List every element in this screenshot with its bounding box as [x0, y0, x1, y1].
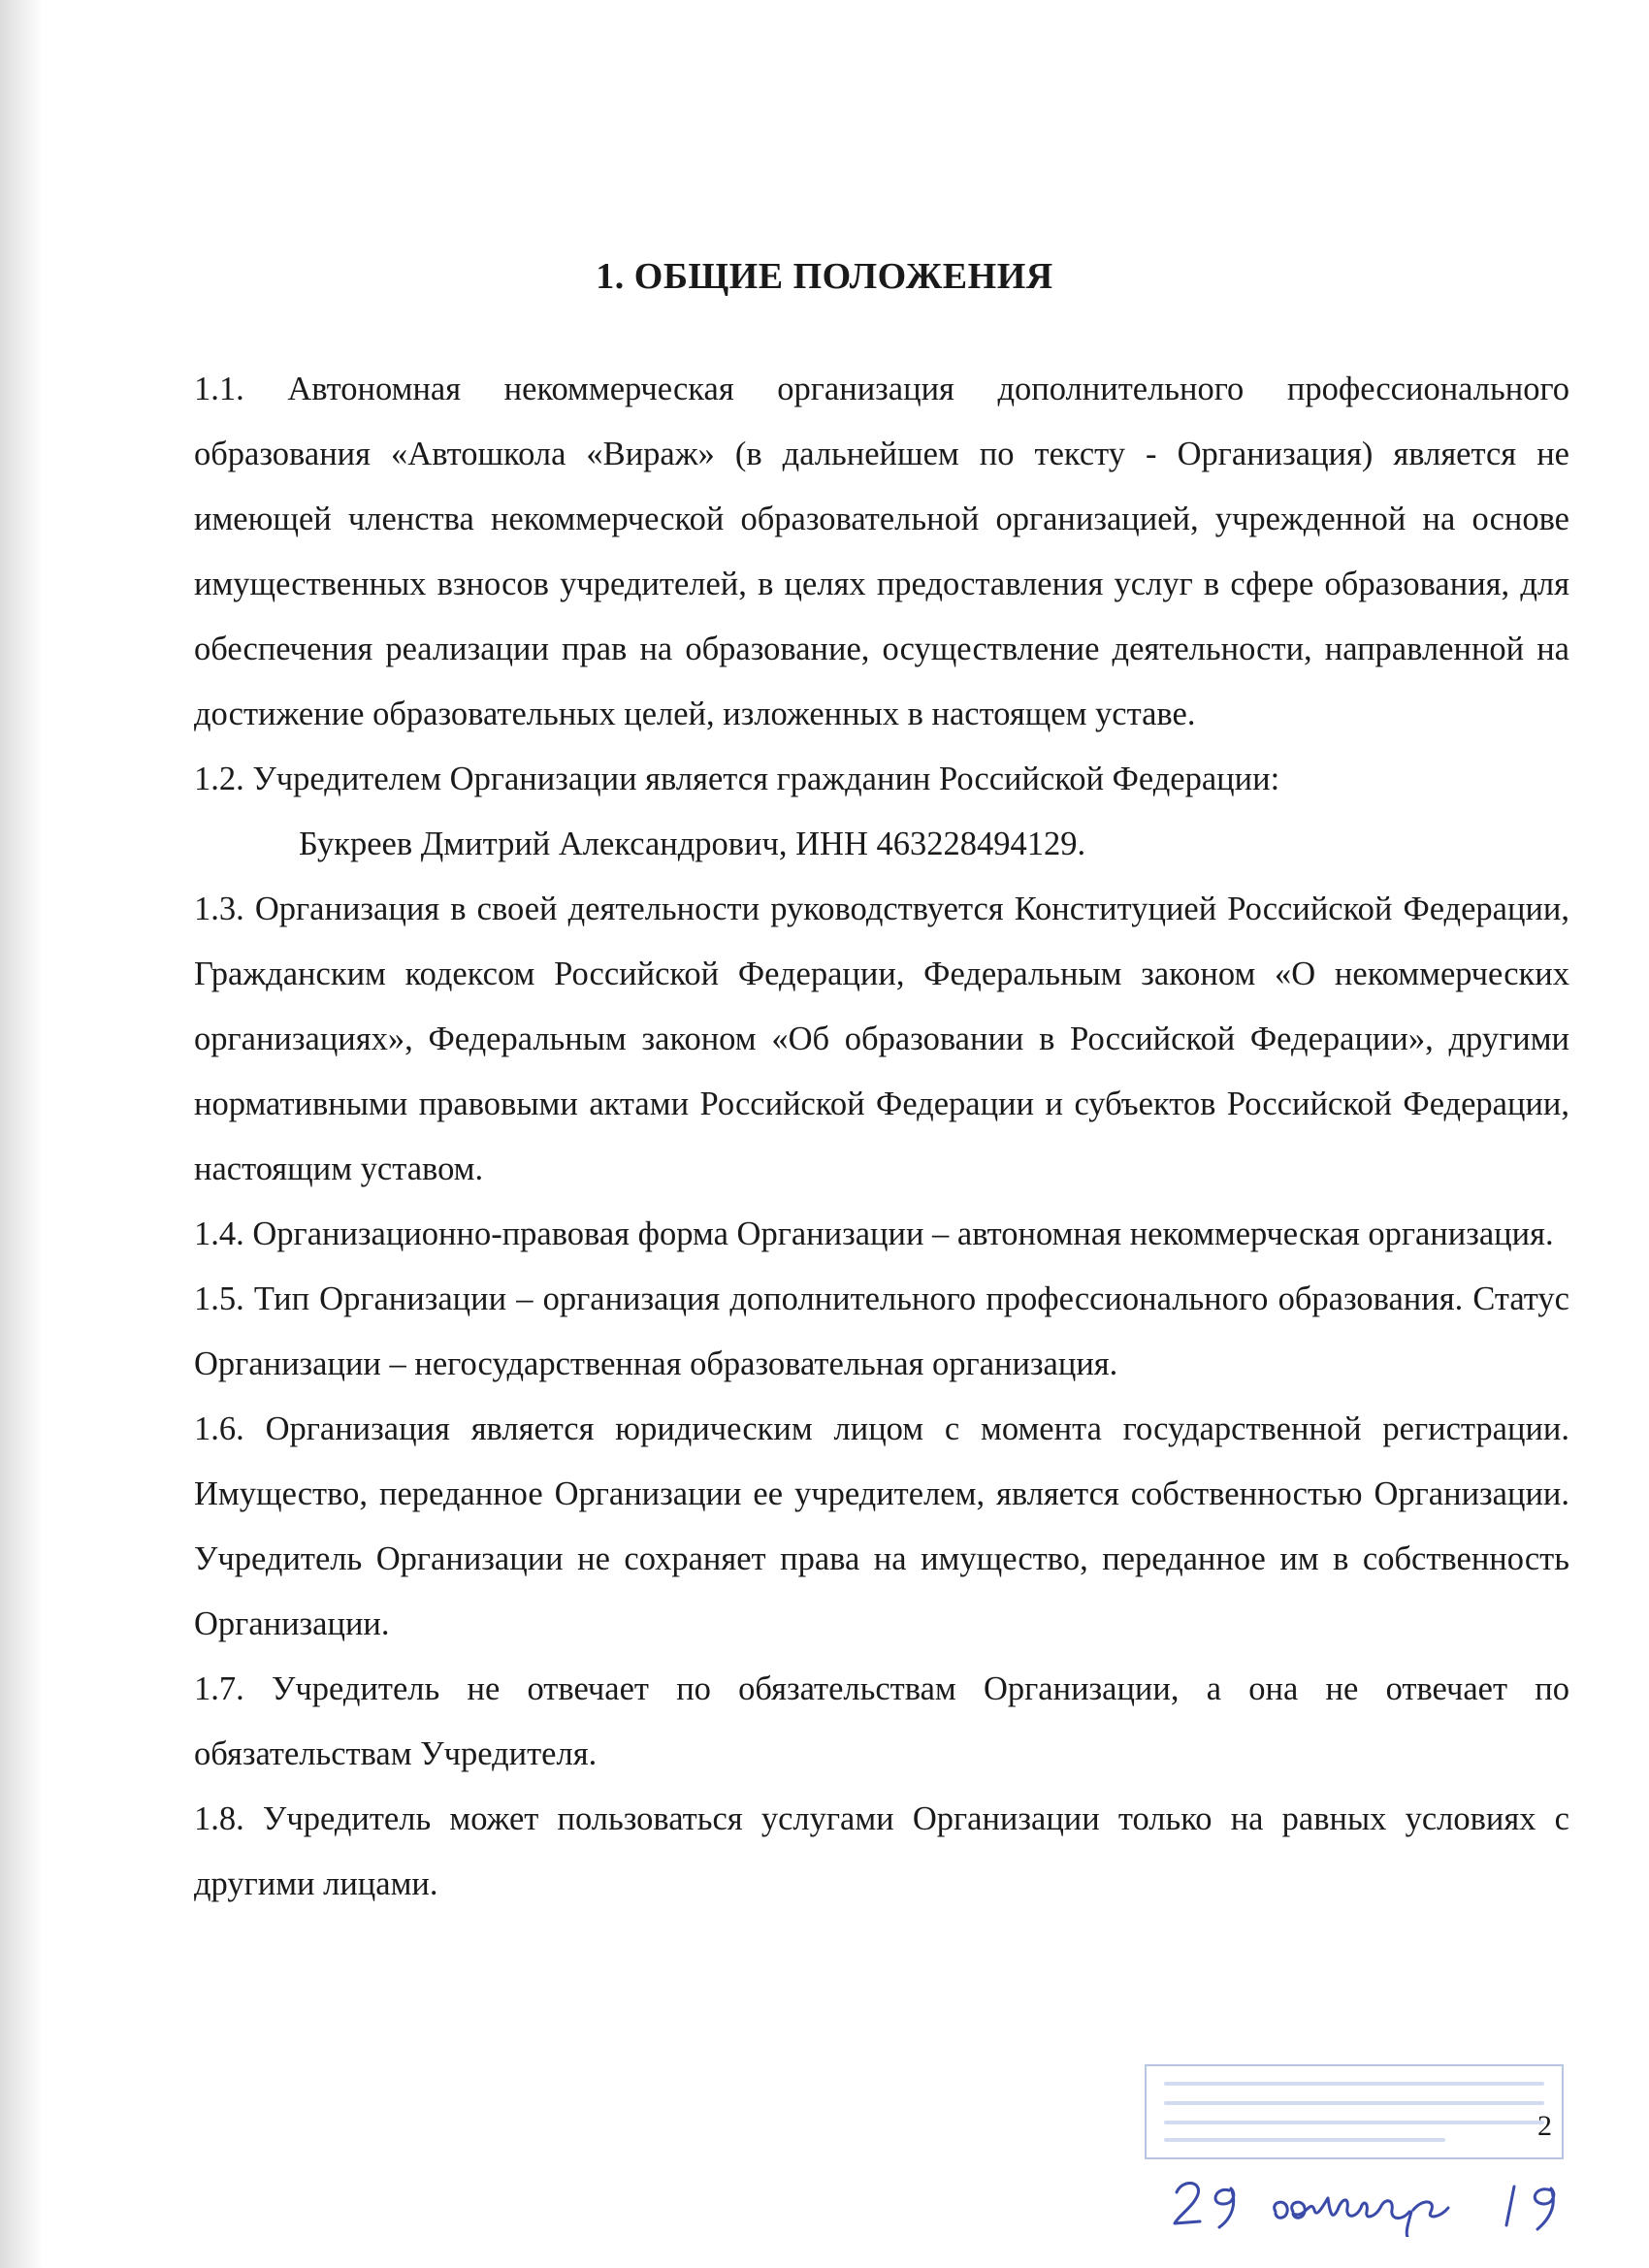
- paragraph-1-4: 1.4. Организационно-правовая форма Организации – автономная некоммерческая организация.: [194, 1215, 1554, 1252]
- document-body: [194, 357, 1569, 1917]
- stamp-text-line: [1164, 2101, 1544, 2105]
- handwritten-date: [1169, 2169, 1586, 2237]
- scan-shadow-edge: [0, 0, 43, 2268]
- paragraph-1-6: 1.6. Организация является юридическим лицом с момента государственной регистрации. Имущество, переданное Организации ее учредителем, является собственностью Организации. Учредитель Организации не сохраняет права на имущество, переданное им в собственность Организации.: [194, 1410, 1569, 1642]
- stamp-text-line: [1164, 2121, 1544, 2124]
- founder-line: Букреев Дмитрий Александрович, ИНН 463228494129.: [299, 826, 1086, 862]
- paragraph-1-1: 1.1. Автономная некоммерческая организация дополнительного профессионального образования «Автошкола «Вираж» (в дальнейшем по тексту - Организация) является не имеющей членства некоммерческой образовательной организацией, учрежденной на основе имущественных взносов учредителей, в целях предоставления услуг в сфере образования, для обеспечения реализации прав на образование, осуществление деятельности, направленной на достижение образовательных целей, изложенных в настоящем уставе.: [194, 371, 1569, 732]
- page-number: 2: [1537, 2110, 1552, 2142]
- paragraph-1-2: 1.2. Учредителем Организации является гражданин Российской Федерации:: [194, 761, 1280, 797]
- paragraph-1-3: 1.3. Организация в своей деятельности руководствуется Конституцией Российской Федерации, Гражданским кодексом Российской Федерации, Федеральным законом «О некоммерческих организациях», Федеральным законом «Об образовании в Российской Федерации», другими нормативными правовыми актами Российской Федерации и субъектов Российской Федерации, настоящим уставом.: [194, 891, 1569, 1187]
- stamp-text-line: [1164, 2138, 1445, 2142]
- paragraph-1-7: 1.7. Учредитель не отвечает по обязательствам Организации, а она не отвечает по обязательствам Учредителя.: [194, 1670, 1569, 1772]
- stamp-text-line: [1164, 2082, 1544, 2086]
- paragraph-1-5: 1.5. Тип Организации – организация дополнительного профессионального образования. Статус Организации – негосударственная образовательная организация.: [194, 1280, 1569, 1382]
- section-title: 1. ОБЩИЕ ПОЛОЖЕНИЯ: [596, 256, 1053, 298]
- paragraph-1-8: 1.8. Учредитель может пользоваться услугами Организации только на равных условиях с другими лицами.: [194, 1800, 1569, 1902]
- registration-stamp: [1145, 2064, 1564, 2159]
